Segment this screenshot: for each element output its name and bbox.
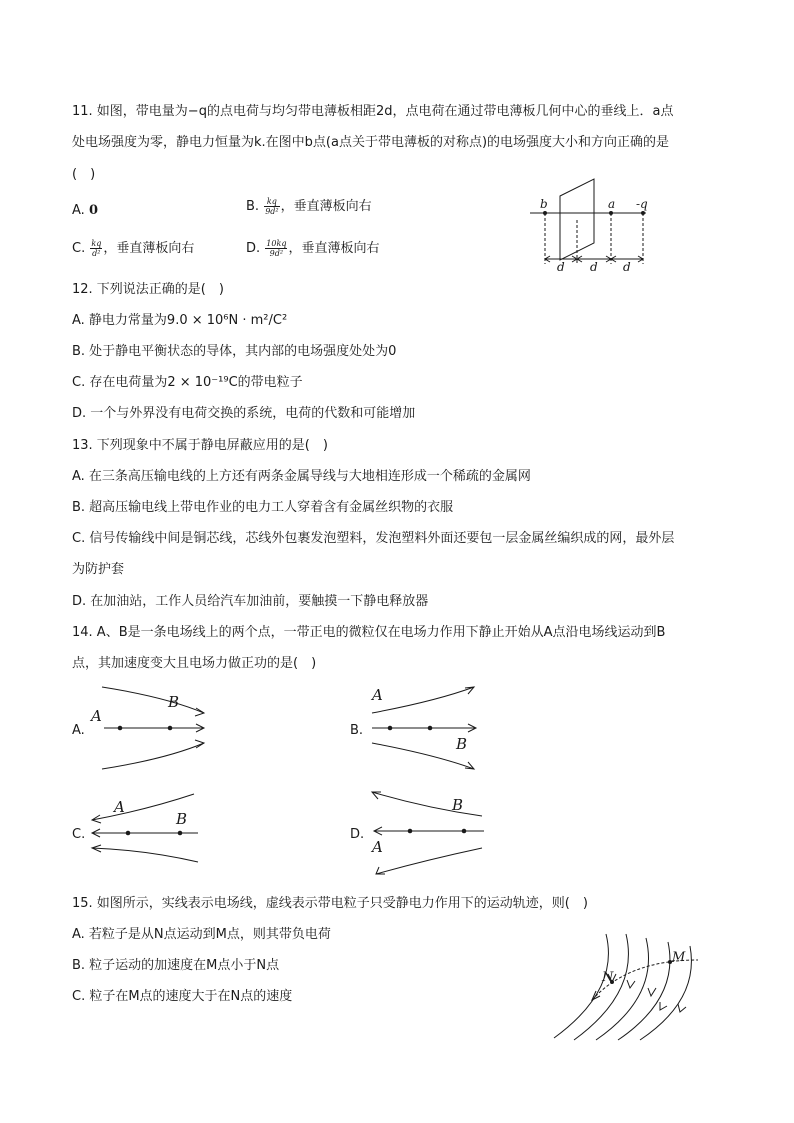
q11-line1: 11. 如图，带电量为−q的点电荷与均匀带电薄板相距2d，点电荷在通过带电薄板几何中心的垂线上．a点	[72, 104, 674, 119]
point-b-label: b	[540, 197, 548, 211]
q12-option-c[interactable]: C. 存在电荷量为2 × 10⁻¹⁹C的带电粒子	[72, 375, 303, 390]
point-a-label: A	[114, 798, 125, 816]
option-label: A.	[72, 203, 85, 218]
q15-stem: 15. 如图所示，实线表示电场线，虚线表示带电粒子只受静电力作用下的运动轨迹，则( )	[72, 896, 588, 911]
q14-line2: 点，其加速度变大且电场力做正功的是( )	[72, 656, 317, 671]
q13-stem: 13. 下列现象中不属于静电屏蔽应用的是( )	[72, 438, 328, 453]
point-a-label: A	[91, 707, 102, 725]
option-text: ，垂直薄板向右	[288, 241, 380, 256]
q13-option-c-line2[interactable]: 为防护套	[72, 562, 125, 577]
q13-option-d[interactable]: D. 在加油站，工作人员给汽车加油前，要触摸一下静电释放器	[72, 594, 429, 609]
numerator: 10kq	[266, 239, 287, 248]
q14-figure-b	[366, 683, 486, 775]
q14-line1: 14. A、B是一条电场线上的两个点，一带正电的微粒仅在电场力作用下静止开始从A点沿电场线运动到B	[72, 625, 666, 640]
q15-option-c[interactable]: C. 粒子在M点的速度大于在N点的速度	[72, 989, 293, 1004]
q14-figure-a	[86, 683, 216, 775]
q14-figure-d	[366, 790, 488, 880]
point-b-label: B	[452, 796, 464, 814]
q11-option-d[interactable]	[246, 239, 379, 258]
q11-option-c[interactable]	[72, 239, 194, 258]
option-text: ，垂直薄板向右	[280, 199, 372, 214]
point-a-label: A	[372, 686, 383, 704]
option-label: C.	[72, 241, 86, 256]
fraction	[264, 197, 279, 216]
point-b-label: B	[176, 810, 188, 828]
q13-option-a[interactable]: A. 在三条高压输电线的上方还有两条金属导线与大地相连形成一个稀疏的金属网	[72, 469, 531, 484]
denominator: d²	[92, 249, 101, 258]
q14-option-d[interactable]: D.	[350, 827, 365, 842]
q12-stem: 12. 下列说法正确的是( )	[72, 282, 224, 297]
q11-option-b[interactable]	[246, 197, 372, 216]
point-b-label: B	[456, 735, 468, 753]
option-label: B.	[246, 199, 260, 214]
option-label: D.	[246, 241, 261, 256]
distance-label: d	[623, 260, 631, 274]
point-b-label: B	[168, 693, 180, 711]
charge-label: -q	[636, 197, 648, 211]
denominator: 9d²	[265, 207, 279, 216]
fraction	[265, 239, 287, 258]
q13-option-c-line1[interactable]: C. 信号传输线中间是铜芯线，芯线外包裹发泡塑料，发泡塑料外面还要包一层金属丝编织成的网，最外层	[72, 531, 675, 546]
q14-option-c[interactable]: C.	[72, 827, 86, 842]
q12-option-b[interactable]: B. 处于静电平衡状态的导体，其内部的电场强度处处为0	[72, 344, 397, 359]
numerator: kq	[264, 197, 279, 207]
option-text: ，垂直薄板向右	[103, 241, 195, 256]
q14-option-a[interactable]: A.	[72, 723, 85, 738]
q14-option-b[interactable]: B.	[350, 723, 364, 738]
q11-line3: ( )	[72, 167, 96, 182]
q12-option-d[interactable]: D. 一个与外界没有电荷交换的系统，电荷的代数和可能增加	[72, 406, 416, 421]
point-a-label: A	[372, 838, 383, 856]
point-n-label: N	[602, 970, 614, 985]
distance-label: d	[590, 260, 598, 274]
q15-option-b[interactable]: B. 粒子运动的加速度在M点小于N点	[72, 958, 280, 973]
q11-line2: 处电场强度为零，静电力恒量为k.在图中b点(a点关于带电薄板的对称点)的电场强度大小和方向正确的是	[72, 135, 670, 150]
distance-label: d	[557, 260, 565, 274]
numerator: kq	[91, 239, 102, 248]
q14-figure-c	[86, 790, 206, 852]
fraction	[90, 239, 102, 258]
point-a-label: a	[608, 197, 616, 211]
q12-option-a[interactable]: A. 静电力常量为9.0 × 10⁶N · m²/C²	[72, 313, 288, 328]
point-m-label: M	[672, 950, 686, 965]
q15-figure	[548, 930, 708, 1042]
denominator: 9d²	[269, 249, 284, 258]
option-value: 0	[88, 203, 98, 218]
q11-option-a[interactable]	[72, 202, 98, 220]
q11-figure	[528, 176, 658, 274]
q15-option-a[interactable]: A. 若粒子是从N点运动到M点，则其带负电荷	[72, 927, 331, 942]
q13-option-b[interactable]: B. 超高压输电线上带电作业的电力工人穿着含有金属丝织物的衣服	[72, 500, 454, 515]
